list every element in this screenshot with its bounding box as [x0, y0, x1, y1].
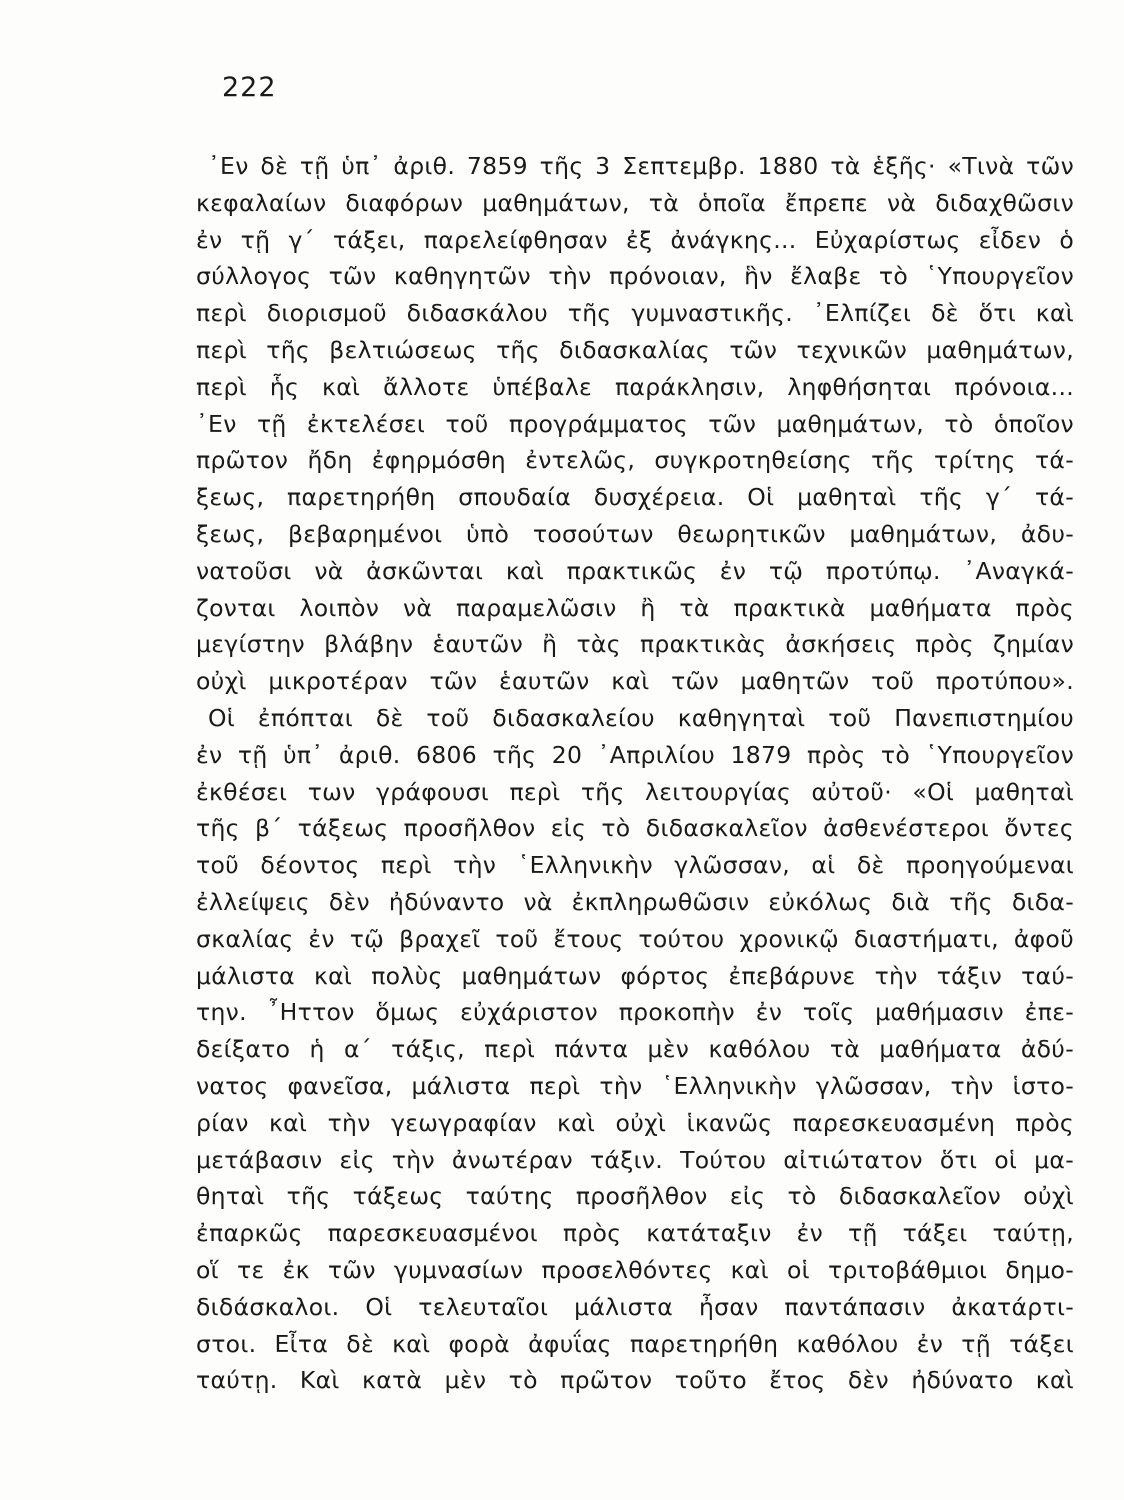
- text-line: θηταὶ τῆς τάξεως ταύτης προσῆλθον εἰς τὸ διδασκαλεῖον οὐχὶ: [196, 1182, 1074, 1211]
- body-text: [196, 148, 1074, 1399]
- text-line: ξεως, βεβαρημένοι ὑπὸ τοσούτων θεωρητικῶν μαθημάτων, ἀδυ-: [196, 519, 1074, 548]
- text-line: τῆς β´ τάξεως προσῆλθον εἰς τὸ διδασκαλεῖον ἀσθενέστεροι ὄντες: [196, 814, 1074, 843]
- text-line: πρῶτον ἤδη ἐφηρμόσθη ἐντελῶς, συγκροτηθείσης τῆς τρίτης τά-: [196, 446, 1074, 475]
- text-line: μεγίστην βλάβην ἑαυτῶν ἢ τὰς πρακτικὰς ἀσκήσεις πρὸς ζημίαν: [196, 630, 1074, 659]
- text-line: ἐν τῇ γ´ τάξει, παρελείφθησαν ἐξ ἀνάγκης... Εὐχαρίστως εἶδεν ὁ: [196, 225, 1074, 254]
- text-line: σύλλογος τῶν καθηγητῶν τὴν πρόνοιαν, ἣν ἔλαβε τὸ ῾Υπουργεῖον: [196, 262, 1074, 291]
- text-line: ᾿Εν δὲ τῇ ὑπ᾿ ἀριθ. 7859 τῆς 3 Σεπτεμβρ. 1880 τὰ ἑξῆς· «Τινὰ τῶν: [208, 152, 1074, 180]
- text-line: μάλιστα καὶ πολὺς μαθημάτων φόρτος ἐπεβάρυνε τὴν τάξιν ταύ-: [196, 961, 1074, 990]
- text-line: οὐχὶ μικροτέραν τῶν ἑαυτῶν καὶ τῶν μαθητῶν τοῦ προτύπου».: [196, 667, 1074, 696]
- text-line: δείξατο ἡ α´ τάξις, περὶ πάντα μὲν καθόλου τὰ μαθήματα ἀδύ-: [196, 1035, 1074, 1064]
- text-line: στοι. Εἶτα δὲ καὶ φορὰ ἀφυΐας παρετηρήθη καθόλου ἐν τῇ τάξει: [196, 1329, 1074, 1358]
- text-line: μετάβασιν εἰς τὴν ἀνωτέραν τάξιν. Τούτου αἰτιώτατον ὅτι οἱ μα-: [196, 1145, 1074, 1174]
- text-line: ξεως, παρετηρήθη σπουδαία δυσχέρεια. Οἱ μαθηταὶ τῆς γ´ τά-: [196, 483, 1074, 512]
- text-line: ἐν τῇ ὑπ᾿ ἀριθ. 6806 τῆς 20 ᾿Απριλίου 1879 πρὸς τὸ ῾Υπουργεῖον: [196, 740, 1074, 769]
- text-line: ᾿Εν τῇ ἐκτελέσει τοῦ προγράμματος τῶν μαθημάτων, τὸ ὁποῖον: [196, 409, 1074, 438]
- text-line: περὶ τῆς βελτιώσεως τῆς διδασκαλίας τῶν τεχνικῶν μαθημάτων,: [196, 335, 1074, 364]
- text-line: ταύτῃ. Καὶ κατὰ μὲν τὸ πρῶτον τοῦτο ἔτος δὲν ἠδύνατο καὶ: [196, 1366, 1074, 1395]
- text-line: ζονται λοιπὸν νὰ παραμελῶσιν ἢ τὰ πρακτικὰ μαθήματα πρὸς: [196, 593, 1074, 622]
- text-line: νατοῦσι νὰ ἀσκῶνται καὶ πρακτικῶς ἐν τῷ προτύπῳ. ᾿Αναγκά-: [196, 556, 1074, 585]
- text-line: ἐλλείψεις δὲν ἠδύναντο νὰ ἐκπληρωθῶσιν εὐκόλως διὰ τῆς διδα-: [196, 887, 1074, 916]
- text-line: περὶ διορισμοῦ διδασκάλου τῆς γυμναστικῆς. ᾿Ελπίζει δὲ ὅτι καὶ: [196, 299, 1074, 328]
- text-line: ρίαν καὶ τὴν γεωγραφίαν καὶ οὐχὶ ἱκανῶς παρεσκευασμένη πρὸς: [196, 1108, 1074, 1137]
- text-line: περὶ ἧς καὶ ἄλλοτε ὑπέβαλε παράκλησιν, ληφθήσηται πρόνοια...: [196, 372, 1074, 401]
- page-number: 222: [222, 72, 277, 103]
- text-line: διδάσκαλοι. Οἱ τελευταῖοι μάλιστα ἦσαν παντάπασιν ἀκατάρτι-: [196, 1292, 1074, 1321]
- text-line: την. ῏Ηττον ὅμως εὐχάριστον προκοπὴν ἐν τοῖς μαθήμασιν ἐπε-: [196, 998, 1074, 1027]
- text-line: ἐκθέσει των γράφουσι περὶ τῆς λειτουργίας αὐτοῦ· «Οἱ μαθηταὶ: [196, 777, 1074, 806]
- text-line: οἵ τε ἐκ τῶν γυμνασίων προσελθόντες καὶ οἱ τριτοβάθμιοι δημο-: [196, 1255, 1074, 1284]
- text-line: κεφαλαίων διαφόρων μαθημάτων, τὰ ὁποῖα ἔπρεπε νὰ διδαχθῶσιν: [196, 188, 1074, 217]
- text-line: Οἱ ἐπόπται δὲ τοῦ διδασκαλείου καθηγηταὶ τοῦ Πανεπιστημίου: [208, 703, 1074, 732]
- text-line: σκαλίας ἐν τῷ βραχεῖ τοῦ ἔτους τούτου χρονικῷ διαστήματι, ἀφοῦ: [196, 924, 1074, 953]
- text-line: ἐπαρκῶς παρεσκευασμένοι πρὸς κατάταξιν ἐν τῇ τάξει ταύτῃ,: [196, 1219, 1074, 1248]
- text-line: νατος φανεῖσα, μάλιστα περὶ τὴν ῾Ελληνικὴν γλῶσσαν, τὴν ἱστο-: [196, 1071, 1074, 1100]
- text-line: τοῦ δέοντος περὶ τὴν ῾Ελληνικὴν γλῶσσαν, αἱ δὲ προηγούμεναι: [196, 851, 1074, 880]
